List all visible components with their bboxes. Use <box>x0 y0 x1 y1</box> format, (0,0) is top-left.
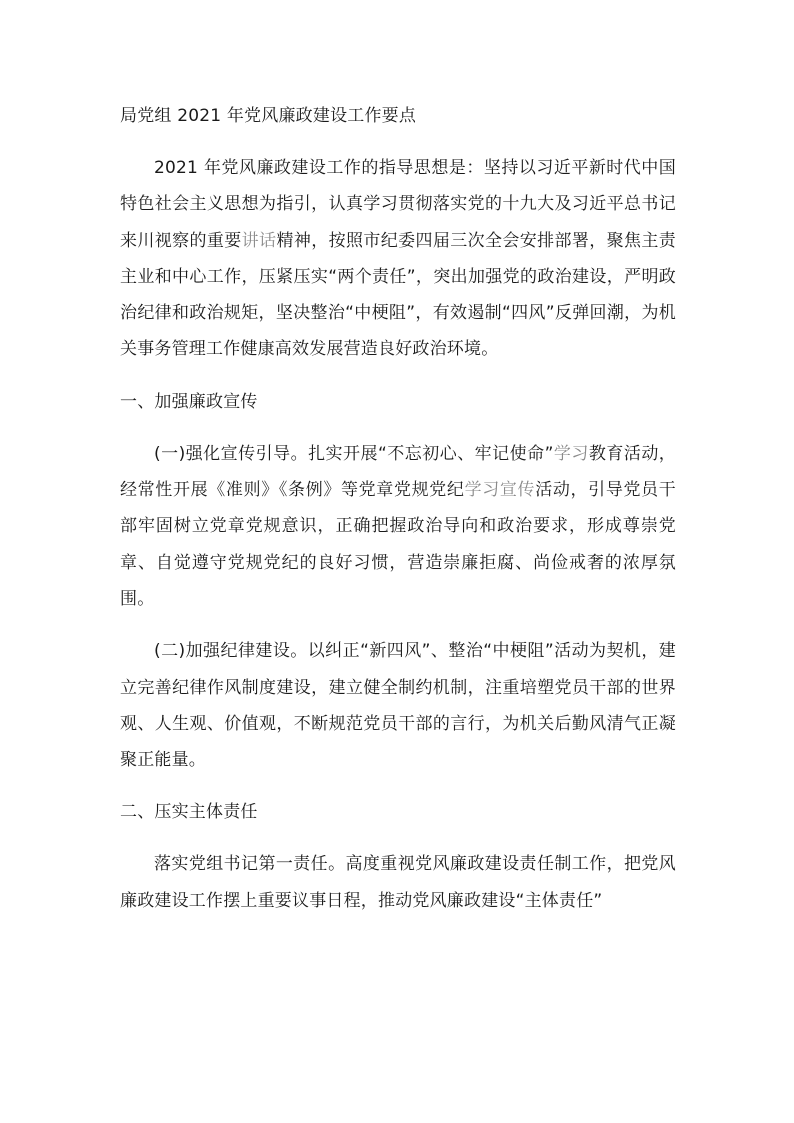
section-heading-2: 二、压实主体责任 <box>120 802 258 823</box>
intro-text-2: 精神，按照市纪委四届三次全会安排部署，聚焦主责主业和中心工作，压紧压实“两个责任”，突出加强党的政治建设，严明政治纪律和政治规矩，坚决整治“中梗阻”，有效遏制“四风”反弹回潮，为机关事务管理工作健康高效发展营造良好政治环境。 <box>120 230 676 360</box>
section1-item1-text-3: 活动，引导党员干部牢固树立党章党规意识，正确把握政治导向和政治要求，形成尊崇党章、自觉遵守党规党纪的良好习惯，营造崇廉拒腐、尚俭戒奢的浓厚氛围。 <box>120 480 676 609</box>
study-link[interactable]: 学习 <box>553 443 589 464</box>
study-promotion-link[interactable]: 学习宣传 <box>464 480 536 501</box>
section1-item1-text-2: 教育活动，经常性开展《准则》《条例》等党章党规党纪 <box>120 443 676 501</box>
speech-link[interactable]: 讲话 <box>241 230 277 251</box>
section1-item1-text-1: (一)强化宣传引导。扎实开展“不忘初心、牢记使命” <box>154 443 554 464</box>
document-body <box>120 98 676 919</box>
section-heading-1: 一、加强廉政宣传 <box>120 391 258 412</box>
document-title: 局党组 2021 年党风廉政建设工作要点 <box>120 106 417 126</box>
section1-item2-paragraph: (二)加强纪律建设。以纠正“新四风”、整治“中梗阻”活动为契机，建立完善纪律作风制度建设，建立健全制约机制，注重培塑党员干部的世界观、人生观、价值观，不断规范党员干部的言行，为机关后勤风清气正凝聚正能量。 <box>120 641 676 771</box>
section2-item1-paragraph: 落实党组书记第一责任。高度重视党风廉政建设责任制工作，把党风廉政建设工作摆上重要议事日程，推动党风廉政建设“主体责任” <box>120 854 676 911</box>
intro-paragraph <box>120 150 676 368</box>
intro-text-1: 2021 年党风廉政建设工作的指导思想是：坚持以习近平新时代中国特色社会主义思想为指引，认真学习贯彻落实党的十九大及习近平总书记来川视察的重要 <box>120 158 676 251</box>
section1-item1-paragraph <box>120 436 676 617</box>
